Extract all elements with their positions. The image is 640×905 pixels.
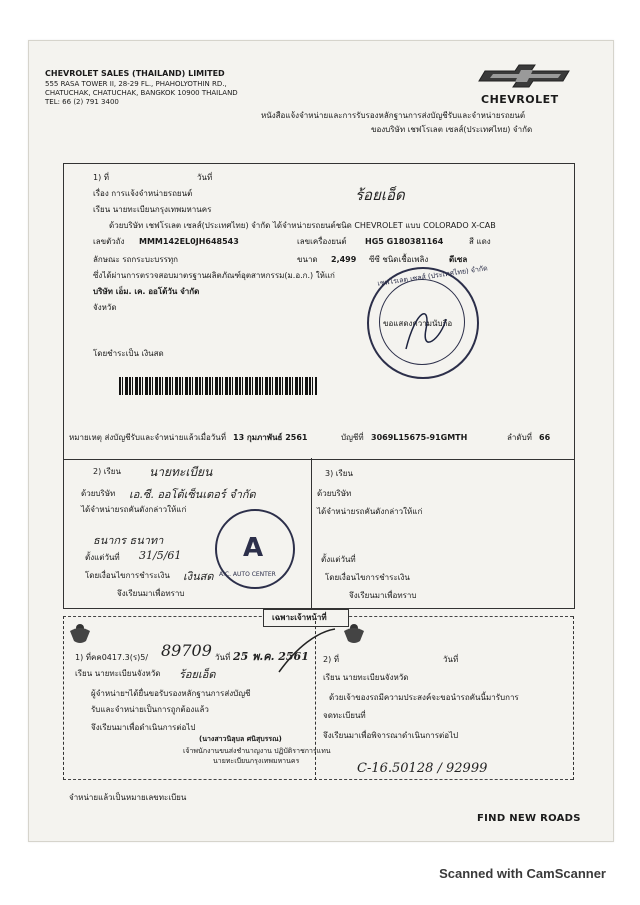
sec1-no-label: 1) ที่ (93, 173, 110, 182)
province-label: จังหวัด (93, 303, 117, 312)
sec2-payment-handwriting: เงินสด (183, 570, 214, 583)
document-page (28, 40, 614, 842)
company-address-2: CHATUCHAK, CHATUCHAK, BANGKOK 10900 THAILAND (45, 89, 238, 97)
vehicle-type: ลักษณะ รถกระบะบรรทุก (93, 255, 179, 264)
sold-registration-note: จำหน่ายแล้วเป็นหมายเลขทะเบียน (69, 793, 187, 802)
officer-date-label: วันที่ (215, 653, 231, 662)
officer-signer-title-2: นายทะเบียนกรุงเทพมหานคร (213, 757, 300, 765)
sec2-buyer-handwriting: ธนากร ธนาทา (93, 534, 164, 547)
sec3-to: 3) เรียน (325, 469, 353, 478)
scanner-watermark: Scanned with CamScanner (439, 866, 606, 881)
sec1-to: เรียน นายทะเบียนกรุงเทพมหานคร (93, 205, 212, 214)
engine-size: 2,499 (331, 255, 357, 264)
dealer-seal-stamp: A A.C. AUTO CENTER (215, 509, 295, 589)
officer-signature-icon (277, 627, 340, 677)
barcode (119, 377, 317, 395)
officer-right-line-2: จดทะเบียนที่ (323, 711, 366, 720)
sec3-since-label: ตั้งแต่วันที่ (321, 555, 356, 564)
sec2-company-label: ด้วยบริษัท (81, 489, 116, 498)
sec1-body: ด้วยบริษัท เชฟโรเลต เซลส์(ประเทศไทย) จำกัด ได้จำหน่ายรถยนต์ชนิด CHEVROLET แบบ COLORADO X-CAB (109, 221, 496, 230)
brand-name: CHEVROLET (481, 93, 559, 106)
heading-line-2: ของบริษัท เชฟโรเลต เซลส์(ประเทศไทย) จำกัด (371, 125, 533, 134)
officer-header-box (263, 609, 349, 627)
officer-line-2: รับและจำหน่ายเป็นการถูกต้องแล้ว (91, 705, 209, 714)
engine-label: เลขเครื่องยนต์ (297, 237, 347, 246)
officer-right-date-label: วันที่ (443, 655, 459, 664)
officer-no-value: คค0417.3(ร)5/ (91, 653, 149, 662)
officer-right-line (573, 616, 574, 780)
company-seal-text: เชฟโรเลต เซลส์ (ประเทศไทย) จำกัด (376, 264, 489, 288)
sec1-subject: เรื่อง การแจ้งจำหน่ายรถยนต์ (93, 189, 193, 198)
officer-header: เฉพาะเจ้าหน้าที่ (272, 613, 327, 622)
officer-right-line-3: จึงเรียนมาเพื่อพิจารณาดำเนินการต่อไป (323, 731, 459, 740)
officer-signer-title: เจ้าพนักงานขนส่งชำนาญงาน ปฏิบัติราชการแทน (183, 747, 331, 755)
sec2-payment-label: โดยเงื่อนไขการชำระเงิน (85, 571, 170, 580)
size-label: ขนาด (297, 255, 318, 264)
order-label: ลำดับที่ (507, 433, 532, 442)
officer-no-label: 1) ที่ (75, 653, 92, 662)
standard-text: ซึ่งได้ผ่านการตรวจสอบมาตรฐานผลิตภัณฑ์อุตสาหกรรม(ม.อ.ก.) ให้แก่ (93, 271, 335, 280)
officer-line-1: ผู้จำหน่ายฯได้ยื่นขอรับรองหลักฐานการส่งบัญชี (91, 689, 251, 698)
officer-to-handwriting: ร้อยเอ็ด (179, 668, 216, 681)
sec2-company-handwriting: เอ.ซี. ออโต้เซ็นเตอร์ จำกัด (129, 488, 256, 501)
sec1-subject-handwriting: ร้อยเอ็ด (355, 186, 405, 204)
officer-right-line-1: ด้วยเจ้าของรถมีความประสงค์จะขอนำรถคันนี้มารับการ (329, 693, 519, 702)
cc-fuel-label: ซีซี ชนิดเชื้อเพลิง (369, 255, 429, 264)
signature-label: ขอแสดงความนับถือ (383, 319, 453, 328)
officer-to: เรียน นายทะเบียนจังหวัด (75, 669, 161, 678)
sec2-to: 2) เรียน (93, 467, 121, 476)
dealer-seal-text: A.C. AUTO CENTER (219, 571, 276, 578)
note-date: 13 กุมภาพันธ์ 2561 (233, 433, 308, 442)
sec2-inform: จึงเรียนมาเพื่อทราบ (117, 589, 185, 598)
sec1-date-label: วันที่ (197, 173, 213, 182)
officer-bottom-line (63, 779, 573, 780)
section-divider (311, 458, 312, 608)
color-label: สี แดง (469, 237, 491, 246)
payment-method: โดยชำระเป็น เงินสด (93, 349, 164, 358)
signature-scribble-icon (401, 299, 451, 359)
chassis-label: เลขตัวถัง (93, 237, 125, 246)
note-label: หมายเหตุ ส่งบัญชีรับและจำหน่ายแล้วเมื่อวันที่ (69, 433, 227, 442)
account-label: บัญชีที่ (341, 433, 364, 442)
buyer-name: บริษัท เอ็ม. เค. ออโต้วัน จำกัด (93, 287, 200, 296)
sec3-sold-label: ได้จำหน่ายรถคันดังกล่าวให้แก่ (317, 507, 423, 516)
company-name: CHEVROLET SALES (THAILAND) LIMITED (45, 69, 225, 78)
account-number: 3069L15675-91GMTH (371, 433, 468, 442)
officer-right-no-label: 2) ที่ (323, 655, 340, 664)
sec3-payment-label: โดยเงื่อนไขการชำระเงิน (325, 573, 410, 582)
company-tel: TEL: 66 (2) 791 3400 (45, 98, 119, 106)
officer-date-handwriting: 25 พ.ค. 2561 (233, 650, 309, 663)
sec2-sold-label: ได้จำหน่ายรถคันดังกล่าวให้แก่ (81, 505, 187, 514)
officer-left-line (63, 616, 64, 780)
officer-line-3: จึงเรียนมาเพื่อดำเนินการต่อไป (91, 723, 196, 732)
sec2-since-label: ตั้งแต่วันที่ (85, 553, 120, 562)
sec3-inform: จึงเรียนมาเพื่อทราบ (349, 591, 417, 600)
sec3-company-label: ด้วยบริษัท (317, 489, 352, 498)
tagline: FIND NEW ROADS (477, 813, 581, 824)
chevrolet-bowtie-icon (477, 63, 577, 89)
officer-right-to: เรียน นายทะเบียนจังหวัด (323, 673, 409, 682)
garuda-emblem-right-icon (343, 621, 365, 645)
sec2-since-handwriting: 31/5/61 (139, 549, 182, 562)
company-address-1: 555 RASA TOWER II, 28-29 FL., PHAHOLYOTHIN RD., (45, 80, 227, 88)
chassis-number: MMM142EL0JH648543 (139, 237, 239, 246)
order-number: 66 (539, 433, 551, 442)
engine-number: HG5 G180381164 (365, 237, 444, 246)
reference-handwriting: C-16.50128 / 92999 (357, 761, 488, 776)
officer-signer: (นางสาวนิลุบล ศนิสุบรรณ) (199, 735, 282, 743)
officer-no-handwriting: 89709 (161, 641, 212, 660)
heading-line-1: หนังสือแจ้งจำหน่ายและการรับรองหลักฐานการส่งบัญชีรับและจำหน่ายรถยนต์ (261, 111, 526, 120)
garuda-emblem-icon (69, 621, 91, 645)
sec2-to-handwriting: นายทะเบียน (149, 465, 213, 479)
fuel-type: ดีเซล (449, 255, 468, 264)
